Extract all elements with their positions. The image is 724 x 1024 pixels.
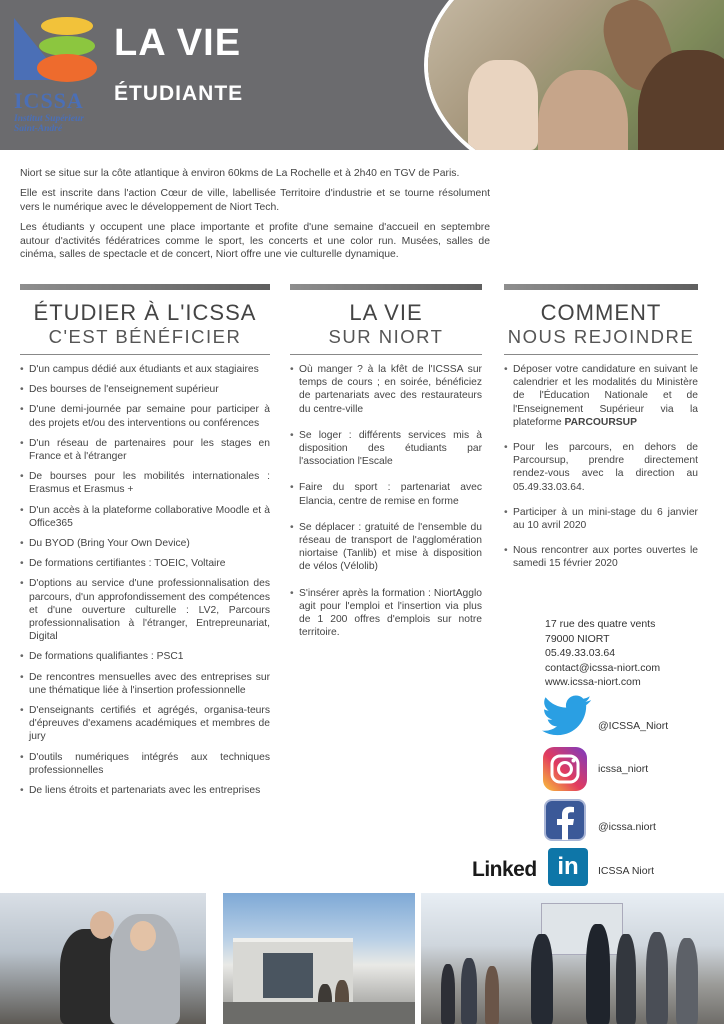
list-item: • Participer à un mini-stage du 6 janvier au 10 avril 2020 — [504, 506, 698, 532]
instagram-icon[interactable] — [542, 746, 588, 792]
linkedin-icon[interactable]: in — [548, 848, 588, 886]
list-item: • Du BYOD (Bring Your Own Device) — [20, 537, 270, 550]
join-list — [504, 363, 698, 571]
list-item: • Pour les parcours, en dehors de Parcoursup, prendre directement rendez-vous avec la direction au 05.49.33.03.64. — [504, 441, 698, 494]
column-vie-niort — [290, 284, 482, 652]
list-item: • D'un réseau de partenaires pour les stages en France et à l'étranger — [20, 437, 270, 463]
benefits-list — [20, 363, 270, 797]
intro-paragraph: Niort se situe sur la côte atlantique à environ 60kms de La Rochelle et à 2h40 en TGV de Paris. — [20, 168, 460, 179]
column-subtitle: SUR NIORT — [328, 326, 444, 347]
list-item: • Nous rencontrer aux portes ouvertes le samedi 15 février 2020 — [504, 544, 698, 570]
column-subtitle: NOUS REJOINDRE — [507, 326, 695, 347]
contact-block — [545, 617, 660, 690]
column-title: LA VIE — [349, 300, 423, 325]
column-title: ÉTUDIER À L'ICSSA — [33, 300, 257, 325]
photo-students-outside — [421, 893, 724, 1024]
contact-address: 17 rue des quatre vents — [545, 618, 656, 630]
list-item: • Se loger : différents services mis à disposition des étudiants par l'association l'Escale — [290, 429, 482, 469]
column-subtitle: C'EST BÉNÉFICIER — [48, 326, 242, 347]
divider — [20, 354, 270, 355]
divider — [290, 354, 482, 355]
list-item: • D'un accès à la plateforme collaborative Moodle et à Office365 — [20, 504, 270, 530]
column-title: COMMENT — [540, 300, 662, 325]
contact-email[interactable]: contact@icssa-niort.com — [545, 661, 661, 674]
intro-text — [20, 167, 490, 268]
contact-website[interactable]: www.icssa-niort.com — [545, 676, 641, 688]
bottom-photo-strip — [0, 893, 724, 1024]
list-item: • De liens étroits et partenariats avec les entreprises — [20, 784, 270, 797]
twitter-icon[interactable] — [542, 694, 592, 738]
facebook-handle: @icssa.niort — [598, 821, 656, 833]
list-item: • S'insérer après la formation : NiortAgglo agit pour l'emploi et l'insertion via plus de 1 200 offres d'emplois sur notre territoire. — [290, 587, 482, 640]
column-rejoindre — [504, 284, 698, 583]
column-top-bar — [290, 284, 482, 290]
contact-city: 79000 NIORT — [545, 632, 610, 645]
list-item: • Faire du sport : partenariat avec Elancia, centre de remise en forme — [290, 481, 482, 507]
facebook-icon[interactable] — [542, 797, 588, 843]
list-item: • D'enseignants certifiés et agrégés, organisa-teurs d'épreuves d'examens académiques et membres de jury — [20, 704, 270, 744]
list-item: • D'une demi-journée par semaine pour participer à des projets et/ou des interventions ou conférences — [20, 403, 270, 429]
list-item: • De formations qualifiantes : PSC1 — [20, 650, 270, 663]
logo-subtitle: Institut Supérieur Saint-André — [14, 114, 84, 134]
list-item: • De rencontres mensuelles avec des entreprises sur une thématique liée à l'insertion professionnelle — [20, 671, 270, 697]
list-item: • De bourses pour les mobilités internationales : Erasmus et Erasmus + — [20, 470, 270, 496]
list-item: • Déposer votre candidature en suivant le calendrier et les modalités du Ministère de l'Éducation Nationale et de l'Enseignement Supérieur via la plateforme PARCOURSUP — [504, 363, 698, 429]
divider — [504, 354, 698, 355]
list-item: • D'options au service d'une professionnalisation des parcours, d'un approfondissement des compétences et d'une ouverture culturelle : LV2, Parcours professionnalisation à l'étranger, Entrepreunariat, Digital — [20, 577, 270, 643]
intro-paragraph: Elle est inscrite dans l'action Cœur de ville, labellisée Territoire d'industrie et se tourne résolument vers le numérique avec le développement de Niort Tech. — [20, 188, 490, 213]
linkedin-wordmark: Linked — [472, 858, 537, 881]
list-item: • Où manger ? à la kfêt de l'ICSSA sur temps de cours ; en soirée, bénéficiez de partenariats avec des restaurateurs du centre-ville — [290, 363, 482, 416]
twitter-handle: @ICSSA_Niort — [598, 720, 669, 732]
header-banner — [0, 0, 724, 150]
list-item: • De formations certifiantes : TOEIC, Voltaire — [20, 557, 270, 570]
linkedin-handle: ICSSA Niort — [598, 865, 655, 877]
list-item: • Des bourses de l'enseignement supérieur — [20, 383, 270, 396]
photo-students-computer — [0, 893, 206, 1024]
page-title: LA VIE — [114, 22, 242, 64]
page-subtitle: ÉTUDIANTE — [114, 82, 244, 105]
column-top-bar — [20, 284, 270, 290]
logo-name: ICSSA — [14, 88, 84, 113]
instagram-handle: icssa_niort — [598, 763, 649, 775]
contact-phone[interactable]: 05.49.33.03.64 — [545, 647, 616, 659]
photo-school-building — [223, 893, 415, 1024]
list-item: • D'un campus dédié aux étudiants et aux stagiaires — [20, 363, 270, 376]
list-item: • D'outils numériques intégrés aux techniques professionnelles — [20, 751, 270, 777]
niort-life-list — [290, 363, 482, 639]
column-top-bar — [504, 284, 698, 290]
header-photo-students — [428, 0, 724, 150]
column-etudier — [20, 284, 270, 804]
list-item: • Se déplacer : gratuité de l'ensemble du réseau de transport de l'agglomération niortaise (Tanlib) et mise à disposition de vélos (Vélolib) — [290, 521, 482, 574]
intro-paragraph: Les étudiants y occupent une place importante et profite d'une semaine d'accueil en septembre autour d'activités fédératrices comme le sport, les concerts et une color run. Musées, salles de cinéma, salles de spectacle et de concert, Niort offre une vie culturelle dynamique. — [20, 222, 490, 261]
